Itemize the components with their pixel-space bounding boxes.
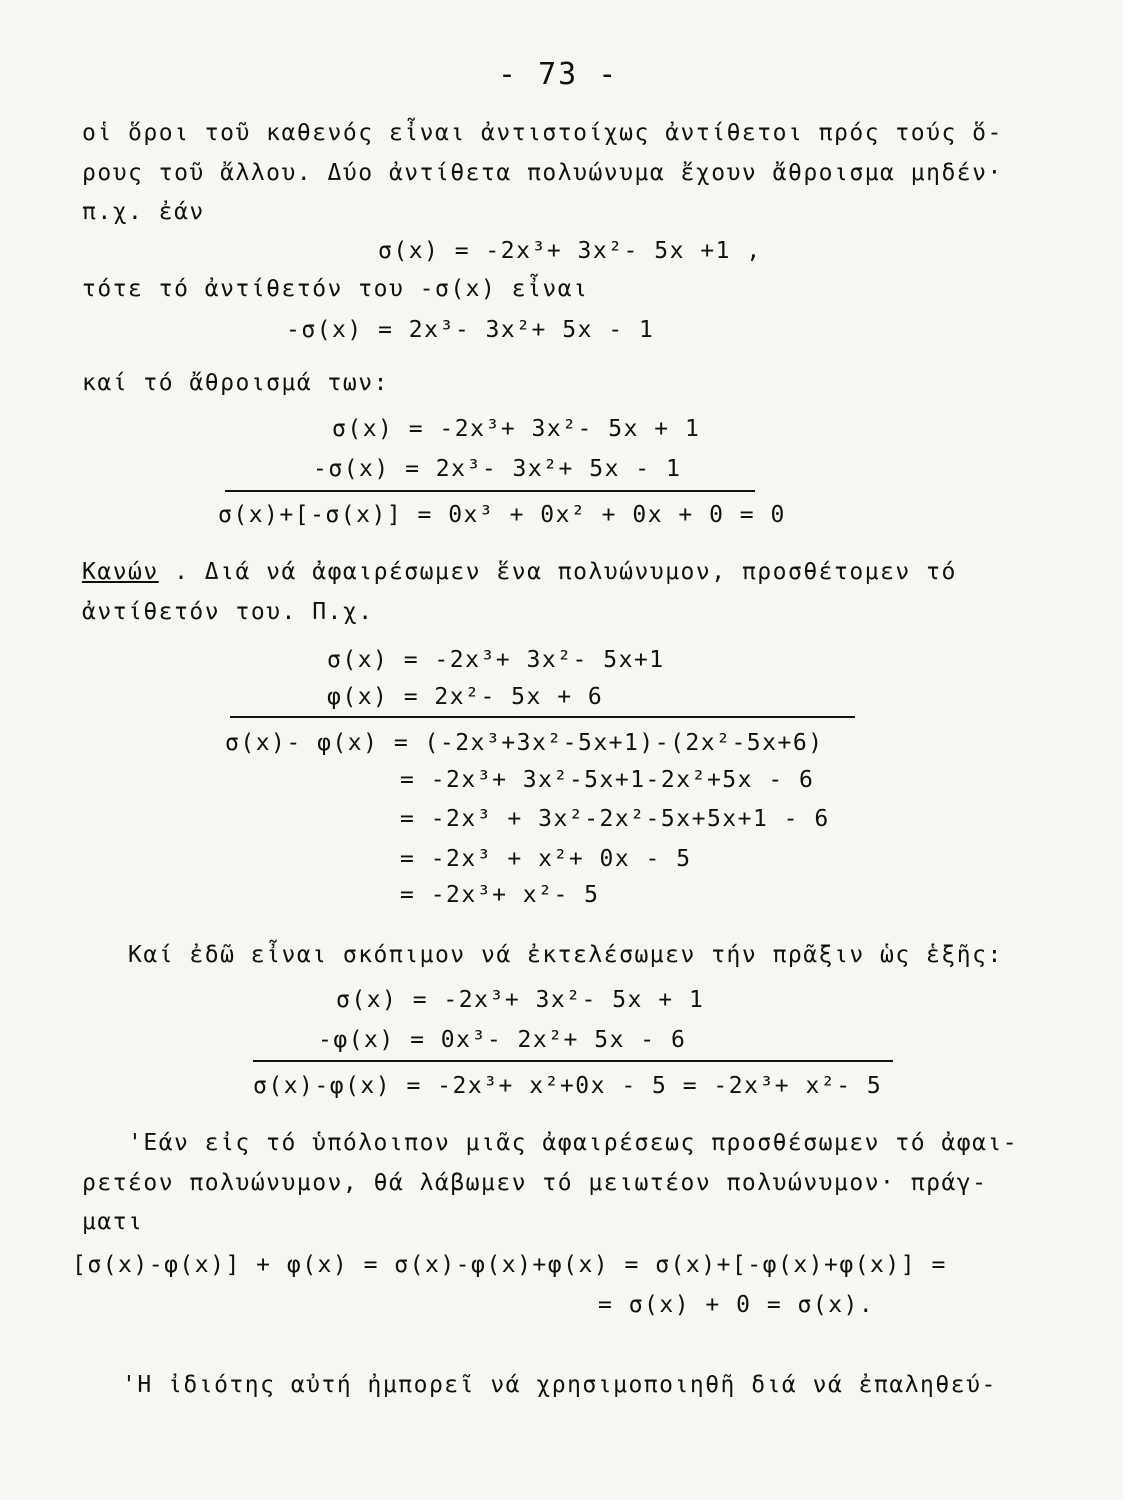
subtraction-row: σ(x) = -2x³+ 3x²- 5x + 1	[336, 987, 705, 1013]
paragraph-line: ρετέον πολυώνυμον, θά λάβωμεν τό μειωτέον πολυώνυμον· πράγ-	[82, 1170, 988, 1196]
definition-rule	[230, 716, 855, 718]
paragraph-line: Καί ἐδῶ εἶναι σκόπιμον νά ἐκτελέσωμεν τήν πρᾶξιν ὡς ἑξῆς:	[128, 942, 1003, 968]
identity-row: [σ(x)-φ(x)] + φ(x) = σ(x)-φ(x)+φ(x) = σ(x)+[-φ(x)+φ(x)] =	[72, 1252, 947, 1278]
equation-neg-sigma: -σ(x) = 2x³- 3x²+ 5x - 1	[286, 317, 655, 343]
definition-row: σ(x) = -2x³+ 3x²- 5x+1	[327, 647, 665, 673]
subtraction-rule	[253, 1060, 893, 1062]
difference-row: = -2x³+ 3x²-5x+1-2x²+5x - 6	[400, 767, 815, 793]
equation-sigma: σ(x) = -2x³+ 3x²- 5x +1 ,	[378, 238, 762, 264]
difference-row: σ(x)- φ(x) = (-2x³+3x²-5x+1)-(2x²-5x+6)	[225, 730, 824, 756]
sum-rule	[225, 490, 755, 492]
subtraction-result: σ(x)-φ(x) = -2x³+ x²+0x - 5 = -2x³+ x²- 5	[253, 1073, 883, 1099]
sum-row: σ(x) = -2x³+ 3x²- 5x + 1	[332, 416, 701, 442]
difference-row: = -2x³ + 3x²-2x²-5x+5x+1 - 6	[400, 806, 830, 832]
paragraph-line: τότε τό ἀντίθετόν του -σ(x) εἶναι	[82, 276, 589, 302]
paragraph-line: οἱ ὅροι τοῦ καθενός εἶναι ἀντιστοίχως ἀντίθετοι πρός τούς ὅ-	[82, 120, 1003, 146]
rule-word: Κανών	[82, 559, 159, 585]
paragraph-line: 'Εάν εἰς τό ὑπόλοιπον μιᾶς ἀφαιρέσεως προσθέσωμεν τό ἀφαι-	[128, 1130, 1019, 1156]
definition-row: φ(x) = 2x²- 5x + 6	[327, 684, 604, 710]
page-number: - 73 -	[498, 57, 619, 92]
paragraph-line: καί τό ἄθροισμά των:	[82, 370, 389, 396]
difference-row: = -2x³+ x²- 5	[400, 882, 600, 908]
rule-text: . Διά νά ἀφαιρέσωμεν ἕνα πολυώνυμον, προσθέτομεν τό	[158, 559, 957, 585]
paragraph-line: ματι	[82, 1209, 144, 1235]
paragraph-line: ἀντίθετόν του. Π.χ.	[82, 599, 374, 625]
paragraph-line: π.χ. ἐάν	[82, 199, 205, 225]
rule-paragraph	[82, 557, 957, 587]
sum-result: σ(x)+[-σ(x)] = 0x³ + 0x² + 0x + 0 = 0	[218, 502, 786, 528]
difference-row: = -2x³ + x²+ 0x - 5	[400, 846, 692, 872]
identity-row: = σ(x) + 0 = σ(x).	[598, 1292, 875, 1318]
subtraction-row: -φ(x) = 0x³- 2x²+ 5x - 6	[318, 1027, 687, 1053]
paragraph-line: 'Η ἰδιότης αὐτή ἠμπορεῖ νά χρησιμοποιηθῆ διά νά ἐπαληθεύ-	[122, 1372, 997, 1398]
paragraph-line: ρους τοῦ ἄλλου. Δύο ἀντίθετα πολυώνυμα ἔχουν ἄθροισμα μηδέν·	[82, 160, 1003, 186]
sum-row: -σ(x) = 2x³- 3x²+ 5x - 1	[313, 456, 682, 482]
